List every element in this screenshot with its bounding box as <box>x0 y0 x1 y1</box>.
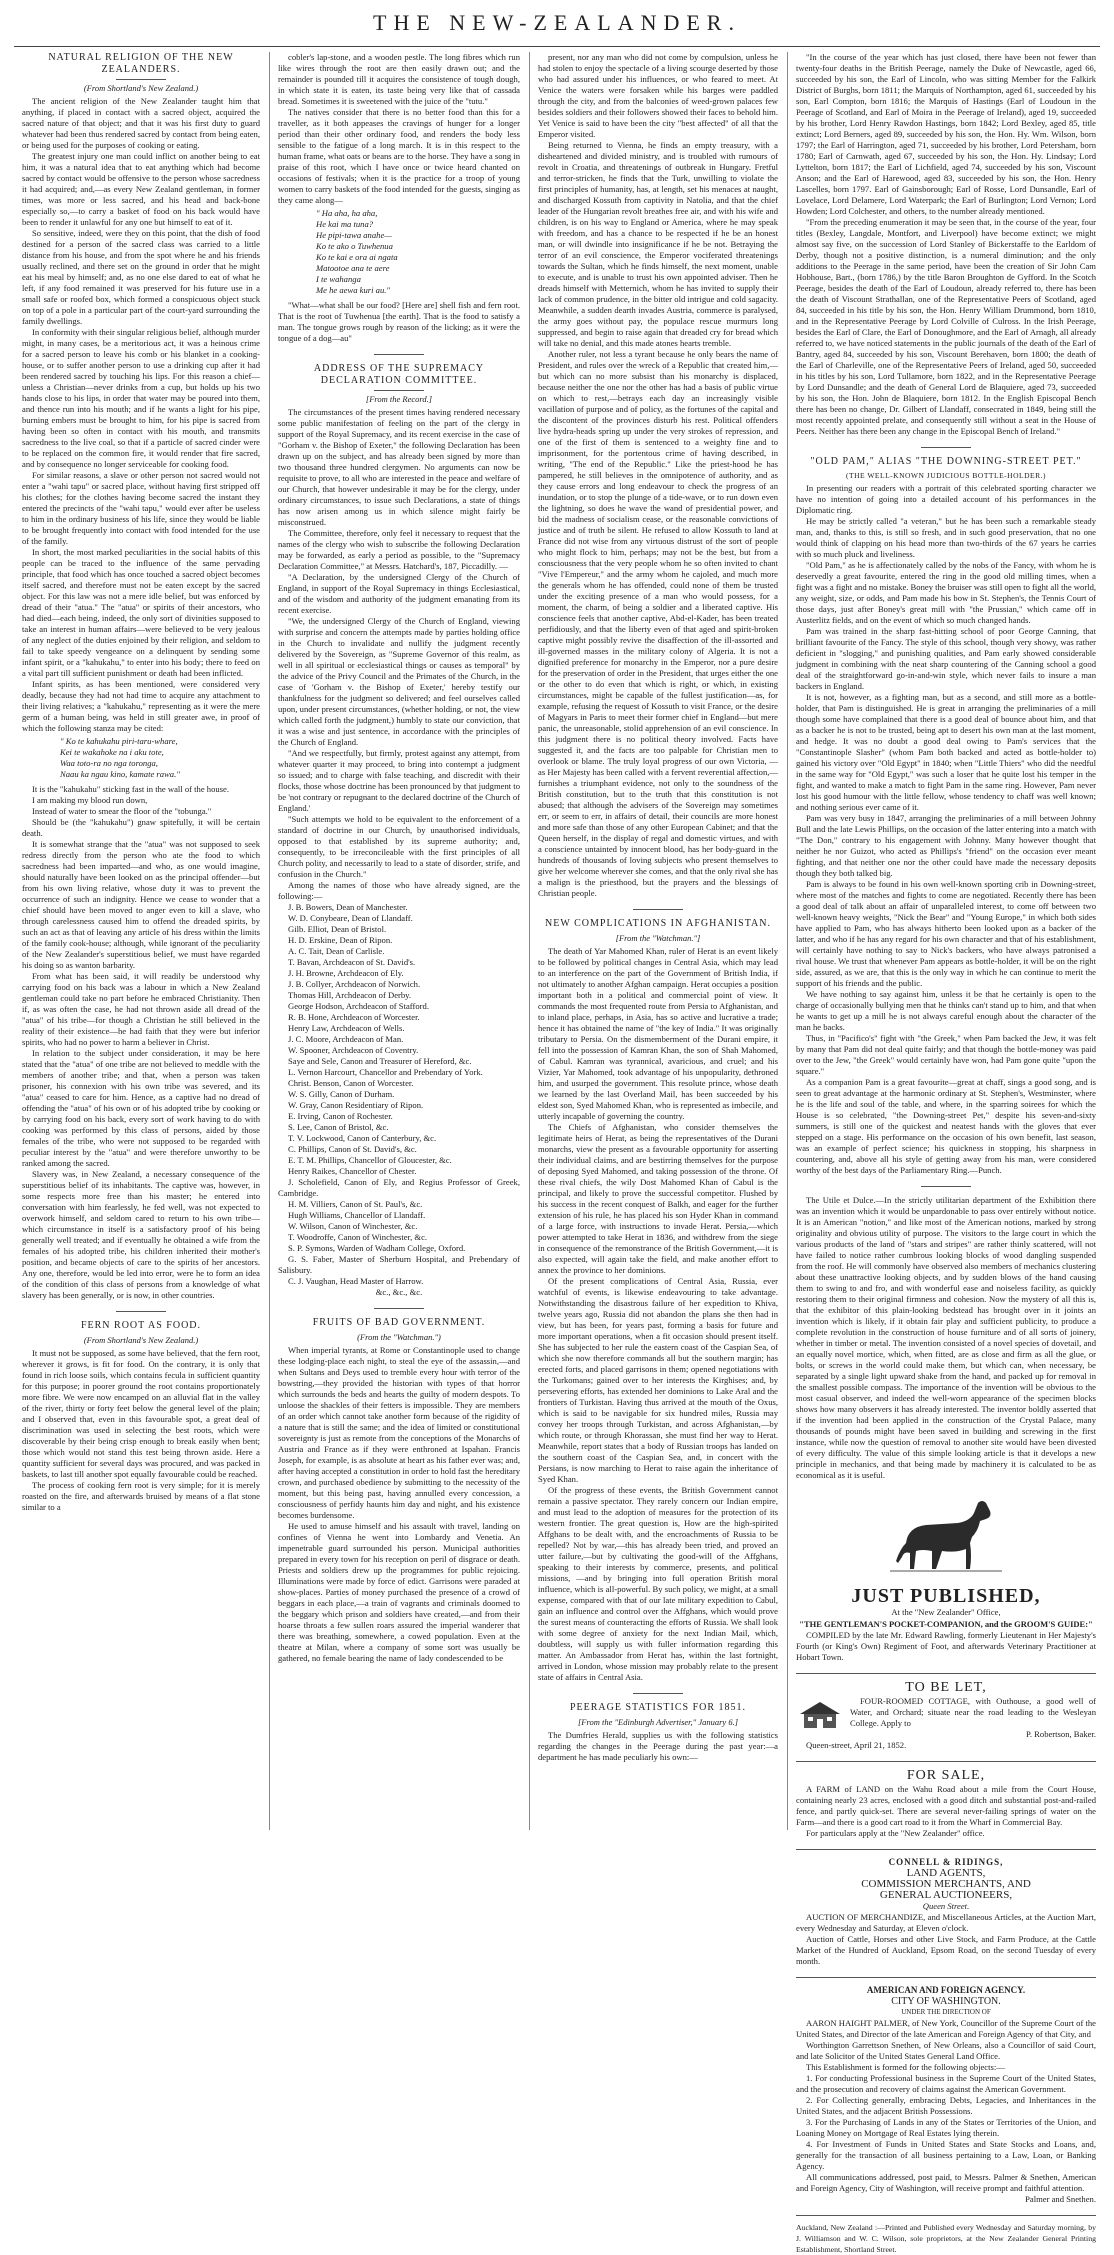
paragraph: Pam was trained in the sharp fast-hitting school of poor George Canning, that brilliant favourite of the Fancy. The style of this school, though very showy, was rather deficient in "slogging," and punishing qualities, and Pam early showed considerable judgment in combining with the neat sharp countering of the Canning school a good deal of the straightforward go-in-and-win style, which never fails to insure a man backers in England. <box>796 626 1096 691</box>
article-body <box>538 52 778 899</box>
divider <box>374 1308 424 1309</box>
cottage-icon <box>796 1700 844 1730</box>
book-title: "THE GENTLEMAN'S POCKET-COMPANION, and the GROOM'S GUIDE:" <box>799 1619 1093 1629</box>
article-body-continued <box>22 784 260 1301</box>
divider <box>374 390 424 391</box>
paragraph: Christ. Benson, Canon of Worcester. <box>288 1078 414 1088</box>
divider <box>796 1849 1096 1850</box>
paragraph: J. B. Collyer, Archdeacon of Norwich. <box>288 979 421 989</box>
verse-line: Waa toto-ra no nga toronga, <box>60 758 158 768</box>
ad-signer: Palmer and Snethen. <box>1025 2194 1096 2204</box>
article-headline: FERN ROOT AS FOOD. <box>80 1320 202 1331</box>
verse-line: Matootoe ana te aere <box>316 263 390 273</box>
paragraph: It is somewhat strange that the "atua" was not supposed to seek redress directly from the person who ate the food to which sacredness had been imparted—and who, as one would imagine, should naturally have been looked on as the principal offender—but from his own living relative, whose duty it was to prevent the occurrence of such an indignity. Hence we cease to wonder that a chief should have been moved to anger even to kill a slave, who through carelessness caused him to offend the dreaded spirits, by such an act as that of leaving any article of his dress within the limits of the family cook-house; although, while ignorant of the peculiarity of the New Zealander's superstitious belief, we must have regarded his doing so as wanton barbarity. <box>22 839 260 970</box>
masthead <box>0 0 1114 46</box>
paragraph: L. Vernon Harcourt, Chancellor and Prebendary of York. <box>288 1067 483 1077</box>
divider <box>116 1311 166 1312</box>
article-body <box>796 483 1096 1077</box>
ad-text: This Establishment is formed for the following objects:— <box>806 2062 1005 2072</box>
article-source: (From Shortland's New Zealand.) <box>83 83 199 93</box>
article-body <box>278 1345 520 1664</box>
article-headline: PEERAGE STATISTICS FOR 1851. <box>569 1702 747 1713</box>
verse-line: Kei te wakahoke na i aku tote, <box>60 747 164 757</box>
signatory-list <box>278 902 520 1287</box>
paragraph: Should be (the "kahukahu") gnaw spitefully, it will be certain death. <box>22 817 260 838</box>
paragraph: S. Lee, Canon of Bristol, &c. <box>288 1122 389 1132</box>
paragraph: J. Scholefield, Canon of Ely, and Regius Professor of Greek, Cambridge. <box>278 1177 520 1198</box>
paragraph: In conformity with their singular religious belief, although murder might, in many cases, be a meritorious act, it was a heinous crime for a sacred person to leave his comb or his blanket in a cooking-house, or to suffer another person to use a drinking cup after it had been rendered sacred by touching his lips. For this reason a chief—unless a Christian—never drinks from a cup, but holds up his two hands close to his lips, in order that water may be poured into them, and thence run into his mouth; and if he wants a light for his pipe, burning embers must be brought to him, for his pipe is sacred from having been so often in contact with his mouth, and transmits sacredness to the live coal, so that if a particle of sacred cinder were to be replaced on the common fire, it would render that fire sacred, and by consequence no longer serviceable for cooking food. <box>22 327 260 469</box>
divider <box>796 1977 1096 1978</box>
paragraph: T. Bavan, Archdeacon of St. David's. <box>288 957 416 967</box>
paragraph: The Committee, therefore, only feel it necessary to request that the names of the clergy who wish to subscribe the following Declaration may be forwarded, as early a period as possible, to the "Supremacy Declaration Committee," at Messrs. Hatchard's, 187, Piccadilly. — <box>278 528 520 571</box>
printer-imprint: Auckland, New Zealand :—Printed and Published every Wednesday and Saturday morning, by J. Williamson and W. C. Wilson, sole proprietors, at the New Zealander General Printing Establishment, Shortland Street. <box>796 2223 1096 2254</box>
ad-american-agency <box>796 1984 1096 2205</box>
verse-line: He pipi-tawa anahe— <box>316 230 392 240</box>
paragraph: J. B. Bowers, Dean of Manchester. <box>288 902 408 912</box>
article-subhead: (THE WELL-KNOWN JUDICIOUS BOTTLE-HOLDER.) <box>846 471 1046 480</box>
ad-title: TO BE LET, <box>905 1680 987 1695</box>
article-body <box>796 1195 1096 1481</box>
paragraph: "What—what shall be our food? [Here are] shell fish and fern root. That is the root of Tuwhenua [the earth]. That is the food to satisfy a man. The tongue grows rough by reason of the licking; as it were the tongue of a dog—au" <box>278 300 520 343</box>
article-source: [From the Record.] <box>365 394 433 404</box>
article-peerage-continued <box>796 52 1096 437</box>
paragraph: A. C. Tait, Dean of Carlisle. <box>288 946 385 956</box>
article-headline: ADDRESS OF THE SUPREMACY DECLARATION COMMITTEE. <box>313 363 485 386</box>
article-headline: "OLD PAM," ALIAS "THE DOWNING-STREET PET." <box>810 456 1082 467</box>
ad-signer: P. Robertson, Baker. <box>1026 1729 1096 1739</box>
paragraph: present, nor any man who did not come by compulsion, unless he had stolen to enjoy the spectacle of a living scourge deserted by those who had assured under his influences, or who feared to meet. At Venice the waters were forsaken while his barges were paddled through the city, and from the balconies of weed-grown palaces few besides soldiers and their followers showed their faces to behold him. Yet Venice is said to have been the city "best affected" of all that the Emperor visited. <box>538 52 778 139</box>
paragraph: J. C. Moore, Archdeacon of Man. <box>288 1034 404 1044</box>
paragraph: 3. For the Purchasing of Lands in any of the States or Territories of the Union, and Loaning Money on Mortgage of Real Estates lying therein. <box>796 2117 1096 2138</box>
newspaper-title: THE NEW-ZEALANDER. <box>373 10 741 35</box>
divider <box>633 909 683 910</box>
ad-just-published <box>796 1585 1096 1663</box>
paragraph: The death of Yar Mahomed Khan, ruler of Herat is an event likely to be followed by political changes in Central Asia, which may lead to an interference on the part of the Government of British India, if not ultimately to another Afghan campaign. Herat occupies a position important both in a political and commercial point of view. It commands the most frequented route from Persia to Afghanistan, and to inland place, perhaps, in Asia, has so active and lucrative a trade; hence it has obtained the name of "the key of India." It was originally tributary to Persia. On the dismemberment of the Durani empire, it fell into the possession of Kamran Khan, the son of Shah Mahomed, of Cabul. Kamran was tyrannical, avaricious, and cruel; and his Vizier, Yar Mahomed, took advantage of his unpopularity, dethroned him, and usurped the government. This resolute prince, whose death we learned by the last Overland Mail, has been succeeded by his eldest son, Syed Mahomed Khan, who is represented as imbecile, and utterly incapable of governing the country. <box>538 946 778 1121</box>
ad-connell-ridings <box>796 1856 1096 1967</box>
ad-text: COMPILED by the late Mr. Edward Rawling, formerly Lieutenant in Her Majesty's Fourth (or King's Own) Regiment of Foot, and afterwards Veterinary Practitioner at Hobart Town. <box>796 1630 1096 1662</box>
ad-text: All communications addressed, post paid, to Messrs. Palmer & Snethen, American and Foreign Agency, City of Washington, will receive prompt and faithful attention. <box>796 2172 1096 2193</box>
horse-illustration <box>886 1491 1006 1579</box>
column-divider <box>269 52 270 1830</box>
verse-line: Ko te kai e ora ai ngata <box>316 252 398 262</box>
paragraph: Hugh Williams, Chancellor of Llandaff. <box>288 1210 426 1220</box>
paragraph: The Chiefs of Afghanistan, who consider themselves the legitimate heirs of Herat, as being the representatives of the Durani monarchs, view the present as a favourable opportunity for asserting their individual claims, and are bestirring themselves for the purpose of deposing Syed Mahomed, and taking possession of the throne. Of these rival chiefs, the wily Dost Mahomed Khan of Cabul is the principal, and likely to prove the successful competitor. Flushed by his success in the recent conquest of Balkh, and eager for the further extension of his rule, he has placed his son Hyder Khan in command of a large force, with instructions to invade Herat. Persia,—which power attempted to take Herat in 1836, and withdrew from the siege in consequence of the remonstrance of the British Government,—it is also expected, will again take the field, and make another effort to annex the province to her dominions. <box>538 1122 778 1275</box>
article-body <box>278 52 520 206</box>
paragraph: The natives consider that there is no better food than this for a traveller, as it both appeases the cravings of hunger for a longer period than their other ordinary food, and renders the body less sensible to the fatigue of a long march. It is in this respect to the human frame, what oats or beans are to the horse. They have a song in praise of this root, which I have once or twice heard chanted on occasions of festivals; when it is the practice for a troop of young women to carry baskets of the food intended for the guests, singing as they came along— <box>278 107 520 205</box>
paragraph: Another ruler, not less a tyrant because he only bears the name of President, and rules over the wreck of a Republic that created him,—but which can no more subsist than his monarchy is displaced, because neither the one nor the other has had a basis of public virtue on which to rest,—betrays each day an increasingly visible vacillation of purpose and of policy, as the fortunes of the capital and the discontent of the provinces disturb his rest. Political offenders live hydra-heads spring up under the very strokes of repression, and one of the first of them is sentenced to a weighty fine and to imprisonment, for the portentous crime of having described, in writing, "The end of the Republic." Like the priest-hood he has pampered, he still believes in the omnipotence of authority, and as they cause errors and long endeavour to check the progress of an inundation, or to stop the plunge of a tide-wave, or to run down even the lightning, so does he wave the wand of presidential power, and bid the madness of socialism cease, or the reasonable convictions of justice and of truth be silent. He refused to allow Kossuth to land at France did not wise from any virtuous distrust of the sort of people who might flock to him, perhaps; may not be the best, but from a consciousness that the very people whom he so often invited to chant "Vive l'Empereur," and the army whom he cajoled, and much more the generals whom he has offended, could none of them be trusted under the exciting presence of a man who would possess, for a moment, the charm, of being a soldier and a liberated captive. His conscience feels that another captive, Abd-el-Kader, has been treated perfidiously, and that the liberty even of that aged and spirit-broken captive might possibly revive the disaffection of the ill-assorted and ill-governed masses in the military colony of Algeria. It is not a dignified preference for monarchy in the Emperor, nor a pure desire for the preservation of order in the President, that urges either the one or the other to do even that which is right, or which, in existing circumstances, might be capable of the fullest justification—as, for example, refusing the request of Kossuth to visit France, or the desire of Magyars in Paris to meet their former chief in England—but mere panic, the unreasonable, stolid apprehension of an evil conscience. In this judgment there is no political theory involved. Facts have suggested it, and the facts are too palpable for Christian men to overlook or blame. The truly loyal progress of our own Victoria, — as Her Majesty has been called with a fervent reverential affection,—furnishes a triumphant evidence, not only to the soundness of the British constitution, but to the truth that this constitution is not abused; that although the advisers of the Sovereign may sometimes err, or seem to err, in affairs of detail, their councils are more honest and more safe than those of any other European Cabinet; and that the Queen herself, in the display of regal and domestic virtues, and with a conscience untainted by innocent blood, has her body-guard in the hundreds of thousands of loving subjects who present themselves to give her welcome wherever she comes, and that the only rival she has a malign is the priesthood, but the prayers and the blessings of Christian people. <box>538 349 778 898</box>
ad-title: JUST PUBLISHED, <box>851 1585 1041 1607</box>
paragraph: W. Spooner, Archdeacon of Coventry. <box>288 1045 419 1055</box>
verse-line: " Ha aha, ha aha, <box>316 208 378 218</box>
paragraph: It is the "kahukahu" sticking fast in the wall of the house. <box>32 784 229 794</box>
article-body <box>278 407 520 902</box>
article-fern-root-continued <box>278 52 520 344</box>
paragraph: "In the course of the year which has just closed, there have been not fewer than twenty-four deaths in the British Peerage, namely the Duke of Newcastle, aged 66, succeeded by his son, the Earl of Lincoln, who was sitting Member for the Falkirk District of Burghs, born 1811; the Marquis of Northampton, aged 61, succeeded by his son, Earl Compton, born 1816; the Marquis of Hastings (Earl of Loudoun in the Peerage of Scotland, and Earl of Moira in the Peerage of Ireland), aged 19, succeeded by his brother, Lord Henry Rawdon Hastings, born 1842; Lord Bexley, aged 85, title extinct; Lord Berners, aged 89, succeeded by his son, the Hon. Hy. Wm. Wilson, born 1797; the Earl of Harrington, aged 71, succeeded by his brother, Lord Petersham, born 1780; Earl of Carnwath, aged 67, succeeded by his son, the Hon. Hy. Lindsay; Lord Lyttelton, born 1817; the Earl of Lichfield, aged 74, succeeded by his son, Viscount Anson; and the Earl of Harewood, aged 83, succeeded by his son, the Hon. Henry Lascelles, born 1797. Earl of Gainsborough; Earl of Rosse, Lord Dunsandle, Earl of Lovelace, Lord Delamere, Lord Waterpark; the Earl of Burlington; Lord Vernon; Lord Howden; Lord Colchester, and others, to the number already mentioned. <box>796 52 1096 216</box>
paragraph: The process of cooking fern root is very simple; for it is merely roasted on the fire, and afterwards bruised by means of a flat stone similar to a <box>22 1480 260 1512</box>
paragraph: "Such attempts we hold to be equivalent to the enforcement of a standard of doctrine in our Church, by unauthorised individuals, opposed to that established by its supreme authority; and, consequently, to be irreconcileable with the first principles of all Church polity, and necessarily to lead to a state of disorder, strife, and confusion in the Church." <box>278 814 520 879</box>
paragraph: Of the progress of these events, the British Government cannot remain a passive spectator. They rarely concern our Indian empire, and must lead to the adoption of measures for the protection of its western frontier. The great question is, How are the high-spirited Affghans to be dealt with, and the encroachments of Russia to be repelled? Not by war,—this has already been tried, and proved an utter failure,—but by cultivating the good-will of the Affghans, speaking to their interests by commerce, presents, and political missions, —and by bringing into full operation British moral influence, which is all-powerful. By such policy, we might, at a small expense, compared with that of our late military expedition to Cabul, gain an influence and control over the Affghans, which would prove the surest means of counteracting the efforts of Russia. We shall look with some degree of anxiety for the next Indian Mail, which, doubtless, will supply us with fuller information regarding this matter. An Ambassador from Herat has, within the last fortnight, arrived in London, whose mission may probably relate to the present state of affairs in Central Asia. <box>538 1485 778 1682</box>
column-divider <box>529 52 530 1830</box>
paragraph: E. T. M. Phillips, Chancellor of Gloucester, &c. <box>288 1155 452 1165</box>
paragraph: Being returned to Vienna, he finds an empty treasury, with a disheartened and divided ministry, and is troubled with rumours of revolt in Croatia, and threatenings of outbreak in Hungary. Fretful and terror-stricken, he finds that the Turk, unwilling to violate the first principles of humanity, has, at length, set his menaces at naught, and discharged Kossuth from captivity in Natolia, and that the chief leader of the Hungarian revolt breathes free air, and with his wife and children, is on his way to England or America, where he may speak with freedom, and has a chance to be respected if he be an honest man, or will dwindle into insignificance if he be not. Betraying the terror of an evil conscience, the Emperor vociferated threatenings towards the Sultan, which he finds himself, the next moment, unable to execute, and is unable to trust his own appointed adviser. Then he dreads himself with Metternich, whom he has invited to supply their lack of common prudence, in the bitter old intrigue and cold sagacity. Meanwhile, a sudden dearth invades Austria, commerce is paralysed, the army goes without pay, the populace rescue murmurs long suppressed, and begin to raise again that dreaded cry for bread which will take no denial, and this made atones hearts tremble. <box>538 140 778 348</box>
paragraph: W. S. Gilly, Canon of Durham. <box>288 1089 395 1099</box>
article-body-continued <box>796 1077 1096 1176</box>
paragraph: Thomas Hill, Archdeacon of Derby. <box>288 990 412 1000</box>
article-headline: FRUITS OF BAD GOVERNMENT. <box>312 1317 486 1328</box>
paragraph: Henry Raikes, Chancellor of Chester. <box>288 1166 417 1176</box>
paragraph: "A Declaration, by the undersigned Clergy of the Church of England, in support of the Royal Supremacy in things Ecclesiastical, and of the wisdom and authority of the judgment emanating from its recent exercise. <box>278 572 520 615</box>
paragraph: The Dumfries Herald, supplies us with the following statistics regarding the changes in the Peerage during the past year:—a department he has made peculiarly his own:— <box>538 1730 778 1762</box>
paragraph: Among the names of those who have already signed, are the following:— <box>278 880 520 901</box>
paragraph: Slavery was, in New Zealand, a necessary consequence of the superstitious belief of its inhabitants. The captive was, however, in some respects more free than his master; he entered into conversation with him fearlessly, he fed well, was not expected to overwork himself, and seldom cared to return to his own tribe—which circumstance in itself is a satisfactory proof of his being generally well treated; and if eventually he obtained a wife from the females of his adopted tribe, his children inherited their mother's position, and became objects of care to the spirits of her ancestors. Any one, therefore, would be led into error, were he to form an idea of the condition of this class of persons from a knowledge of what slavery has been generally, or is now, in other countries. <box>22 1169 260 1300</box>
paragraph: In short, the most marked peculiarities in the social habits of this people can be traced to the influence of the same pervading principle, that food which has once touched a sacred object becomes itself sacred, and therefore must not be eaten except by the sacred object. For this law was not a mere idle belief, but was enforced by dread of their "atua." The "atua" or spirits of their ancestors, who had died—each being, indeed, the only sort of divinities supposed to take an interest in human affairs—were believed to be very jealous of any neglect of the duties enjoined by their religion, and seldom to fail to take speedy vengeance on a delinquent by sending some infant spirit, or a "kahukahu," to enter into his body; there to feed on a vital part till sufficient punishment or death had been inflicted. <box>22 547 260 678</box>
article-source: [From the "Watchman."] <box>615 933 701 943</box>
paragraph: Thus, in "Pacifico's" fight with "the Greek," when Pam backed the Jew, it was felt by many that Pam did not deal quite fairly; and that though the bottle-money was paid over to the Jew, "the Greek" would certainly have won, had Pam gone quite "upon the square." <box>796 1033 1096 1076</box>
ad-title: FOR SALE, <box>906 1768 986 1783</box>
article-body <box>796 52 1096 437</box>
article-headline: NATURAL RELIGION OF THE NEW ZEALANDERS. <box>48 52 234 75</box>
paragraph: When imperial tyrants, at Rome or Constantinople used to change these lodging-place each night, to steal the eye of the assassin,—and when Sultans and Deys used to tremble every hour with terror of the bowstring,—they provided the historian with types of that horror which surrounds the beds and hearts the guilty of modern despots. To unloose the shackles of their fetters is impossible. They are members of an order which cannot take another form because of the rigidity of a nature that is still the same; and the idea of limited or constitutional sovereignty is just as remote from the conceptions of the Monarchs of Austria and France as if they were enthroned at Ispahan. Francis Joseph, for example, is as absolute at heart as his father ever was; and, after having accepted a constitution in order to hold fast the hereditary crown, and purchased obedience by submitting to the necessity of the moment, but this being past, having annulled every concession, a consciousness of perfidy haunts him day and night, and his existence becomes burdensome. <box>278 1345 520 1520</box>
article-body <box>538 946 778 1683</box>
article-peerage <box>538 1702 778 1763</box>
paragraph: We have nothing to say against him, unless it be that he certainly is open to the charge of occasionally bullying men that he thinks can't stand up to him, and that when he wants to get up a mill he is not always careful enough about the character of the man he backs. <box>796 989 1096 1032</box>
paragraph: The ancient religion of the New Zealander taught him that anything, if placed in contact with a sacred object, acquired the sacred nature of that object; and that it was his first duty to guard whatever had been thus rendered sacred by contact from being eaten, or being used for the purposes of cooking or eating. <box>22 96 260 150</box>
paragraph: I am making my blood run down, <box>32 795 148 805</box>
column-divider <box>787 52 788 1830</box>
paragraph: 4. For Investment of Funds in United States and State Stocks and Loans, and, generally for the transaction of all business pertaining to a Law, Loan, or Banking Agency. <box>796 2139 1096 2171</box>
article-fruits-continued <box>538 52 778 899</box>
paragraph: Henry Law, Archdeacon of Wells. <box>288 1023 405 1033</box>
ad-line: COMMISSION MERCHANTS, AND <box>861 1878 1031 1890</box>
paragraph: As a companion Pam is a great favourite—great at chaff, sings a good song, and is seen to great advantage at the harmonic ordinary at St. Stephen's, Westminster, where he is the life and soul of the table, and where, in the sparring soirees for which the House is so celebrated, "the Downing-street Pet," despite his seven-and-sixty summers, is still one of the quickest and neatest hands with the gloves that ever stepped on a stage. His performance on the occasion of his own benefit, last season, was an example of perfect science; his quickness in stopping, his sharpness in countering, and, above all his style of getting away from his man, were considered worthy of the best days of the Parliamentary Ring.—Punch. <box>796 1077 1096 1175</box>
article-body <box>22 1348 260 1513</box>
article-afghanistan <box>538 918 778 1683</box>
ad-under: UNDER THE DIRECTION OF <box>901 2008 991 2016</box>
verse <box>22 736 260 780</box>
verse-line: Naau ka ngau kino, kamate rawa." <box>60 769 180 779</box>
ad-text: FOUR-ROOMED COTTAGE, with Outhouse, a good well of Water, and Orchard; situate near the road leading to the Wesleyan College. Apply to <box>850 1696 1096 1728</box>
paragraph: In presenting our readers with a portrait of this celebrated sporting character we have no intention of going into a detailed account of his performances in the Diplomatic ring. <box>796 483 1096 515</box>
paragraph: In relation to the subject under consideration, it may be here stated that the "atua" of one tribe are not believed to meddle with the members of another tribe; and that, when a person was taken prisoner, his connexion with his own tribe was severed, and its "atua" ceased to care for him. Hence, as a captive had no dread of offending the "atua" of his own or of his adopted tribe by cooking or by carrying food on his back, every sort of work having to do with cooking was performed by this class of persons, aided by those females of the tribe, who were not supposed to be regarded with peculiar interest by the "atua" and were therefore unworthy to be ranked among the sacred. <box>22 1048 260 1168</box>
paragraph: Gilb. Elliot, Dean of Bristol. <box>288 924 387 934</box>
paragraph: "Old Pam," as he is affectionately called by the nobs of the Fancy, with whom he is deservedly a great favourite, entered the ring in the good old milling times, when a fight was a fight and no mistake. Boney the bruiser was still open to fight all the world, any weight, size, or odds, and Pam made his bow in St. Stephen's, the Tennis Court of those days, just after Boney's great mill with "the Prussian," which came off in Austerlitz fields, and on the event of which so much changed hands. <box>796 560 1097 625</box>
ad-line: GENERAL AUCTIONEERS, <box>879 1889 1013 1901</box>
ad-for-sale <box>796 1768 1096 1839</box>
article-fern-root <box>22 1320 260 1513</box>
ad-location: At the "New Zealander" Office, <box>891 1607 1001 1617</box>
paragraph: Saye and Sele, Canon and Treasurer of Hereford, &c. <box>288 1056 472 1066</box>
verse-line: I te wahanga <box>316 274 361 284</box>
article-headline: NEW COMPLICATIONS IN AFGHANISTAN. <box>545 918 771 929</box>
paragraph: It is not, however, as a fighting man, but as a second, and still more as a bottle-holder, that Pam is distinguished. He is great in arranging the preliminaries of a mill though some have complained that there is a good deal of bounce about him, and that as a backer he is not to be trusted, being apt to desert his own man at the last moment, and hedge. It was no doubt a good deal owing to Pam's services that the "Constantinople Slasher" (whom Pam both backed and acted as bottle-holder to) gained his victory over "Old Egypt" in 1840; when "Little Thiers" who did the needful in the same way for "Old Egypt," was such a loser that he quite lost his temper in the fight, and wanted to make a match to fight Pam in the same ring. However, Pam never lost his good humour with the little fellow, whose tendency to chaff was well known; and nothing serious ever came of it. <box>796 692 1096 812</box>
paragraph: Of the present complications of Central Asia, Russia, ever watchful of events, is likewise endeavouring to take advantage. Notwithstanding the disastrous failure of her expedition to Khiva, twelve years ago, Russia did not abandon the plans she then had in view, but has been, for years past, forming a basis for future and more important operations, when a fit occasion should present itself. She has subjected to her rule the eastern coast of the Caspian Sea, of which she now therefore commands all but the southern margin; has erected forts, and placed garrisons in them; opened negotiations with the Turkomans; gained over to her interests the Kirghises; and, by persevering efforts, has extended her dominions to Lake Aral and the frontiers of Turkistan. Having thus arrived at the mouth of the Oxus, which is said to be navigable for six hundred miles, Russia may convey her troops through Turkistan, and across Afghanistan,—by which route, or through Khorassan, she must find her way to Herat. Meanwhile, report states that a body of Russian troops has landed on the southern coast of the Caspian Sea, and, in concert with the Persians, is now marching to Herat to raise again the inheritance of Syed Khan. <box>538 1276 778 1484</box>
article-body <box>538 1730 778 1763</box>
article-fruits <box>278 1317 520 1664</box>
article-natural-religion <box>22 52 260 1301</box>
ad-title: CONNELL & RIDINGS, <box>888 1857 1004 1867</box>
ad-to-let <box>796 1680 1096 1751</box>
paragraph: The greatest injury one man could inflict on another being to eat him, it was a natural idea that to eat anything which had become sacred by contact would be offensive to the person whose sacredness it had acquired; and,—as every New Zealand gentleman, in former times, was more or less sacred, and his head and back-bone especially so,—to carry a basket of food on his back would have been to render it unlawful for any one but himself to eat of it. <box>22 151 260 227</box>
paragraph: H. M. Villiers, Canon of St. Paul's, &c. <box>288 1199 423 1209</box>
paragraph: The circumstances of the present times having rendered necessary some public manifestation of feeling on the part of the clergy in support of the Royal Supremacy, and its recent exercise in the case of "Gorham v. the Bishop of Exeter," the following Declaration has been drawn up on the subject, and has already been signed by more than two thousand three hundred clergymen. No arguments can now be requisite to prove, to all who are interested in the peace and welfare of our Church, that however undesirable it may be for the clergy, under ordinary circumstances, to issue such Declarations, a state of things has now arisen among us in which silence might fairly be misconstrued. <box>278 407 520 527</box>
article-old-pam <box>796 456 1096 1176</box>
article-utile-dulce <box>796 1195 1096 1481</box>
paragraph: R. B. Hone, Archdeacon of Worcester. <box>288 1012 420 1022</box>
masthead-rule <box>14 46 1100 47</box>
divider <box>374 354 424 355</box>
paragraph: E. Irving, Canon of Rochester. <box>288 1111 393 1121</box>
paragraph: 2. For Collecting generally, embracing Debts, Legacies, and Inheritances in the United States, and the adjacent British Possessions. <box>796 2095 1096 2116</box>
paragraph: 1. For conducting Professional business in the Supreme Court of the United States, and the prosecution and recovery of claims against the American Government. <box>796 2073 1096 2094</box>
paragraph: So sensitive, indeed, were they on this point, that the dish of food destined for a person of the sacred class was carried to a little distance from his house, and from the spot where he and his friends usually reclined, and there set on the ground in order that he might eat his meal by himself; and, as no one else dared to eat of what he left, if any food remained it was preserved for his future use in a small safe or roofed box, which formed a conspicuous object stuck on top of a pole in a particular part of the court-yard surrounding the family dwellings. <box>22 228 260 326</box>
paragraph: He may be strictly called "a veteran," but he has been such a remarkable steady man, and, thanks to this, is still so fresh, and in such good preservation, that no one would think of clapping on his head more than two-thirds of the 67 years he carries with so much pluck and liveliness. <box>796 516 1096 559</box>
etc-line: &c., &c., &c. <box>375 1287 423 1297</box>
paragraph: George Hodson, Archdeacon of Stafford. <box>288 1001 429 1011</box>
paragraph: S. P. Symons, Warden of Wadham College, Oxford. <box>288 1243 466 1253</box>
divider <box>116 79 166 80</box>
article-source: (From Shortland's New Zealand.) <box>83 1335 199 1345</box>
paragraph: G. S. Faber, Master of Sherburn Hospital, and Prebendary of Salisbury. <box>278 1254 520 1275</box>
paragraph: It must not be supposed, as some have believed, that the fern root, wherever it grows, is fit for food. On the contrary, it is only that found in rich loose soils, which contains fecula in sufficient quantity for this purpose; in poorer ground the root contains proportionately more fibre. We were now encamped on an alluvial flat in the valley of the river, thirty or forty feet below the general level of the plain; and I observed that, even in this favourable spot, a great deal of discrimination was used in selecting the best roots, which were discoverable by their being crisp enough to break easily when bent; those which would not stand this test being thrown aside. Here a quantity sufficient for several days was procured, and was packed in baskets, to last till another spot equally favourable could be reached. <box>22 1348 260 1479</box>
ad-date: Queen-street, April 21, 1852. <box>806 1740 907 1750</box>
paragraph: "And we respectfully, but firmly, protest against any attempt, from whatever quarter it may proceed, to bring into contempt a judgment so issued; and to charge with false teaching, and discredit with their flocks, those whose doctrine has been pronounced by that judgment to be 'not contrary or repugnant to the declared doctrine of the Church of England.' <box>278 748 520 813</box>
paragraph: For similar reasons, a slave or other person not sacred would not enter a "wahi tapu" or sacred place, without having first stripped off his clothes; for the clothes having become sacred the instant they entered the precincts of the "wahi tapu," would ever after be useless to him in the ordinary business of his life, since they would be liable to be brought frequently into contact with food intended for the use of the family. <box>22 470 260 546</box>
divider <box>633 1693 683 1694</box>
paragraph: He used to amuse himself and his assault with travel, landing on confines of Vienna he went into Lombardy and Venetia. An impenetrable guard surrounded his person. Municipal authorities prepared in every town for his reception on peril of disgrace or death. Priests and soldiers drew up the programmes for public rejoicing. Illuminations were made by force of edict. Garrisons were paraded at show-places. Parties of money purchased the presence of a crowd of beggars in each place,—a train of vagrants and criminals doomed to the beggary which prison and soldiers have created,—and from their hoarse throats a few sullen roars assured the imperial wanderer that there was breathing, somewhere, a cowed population. Even at the theatre at Milan, where a company of some sort was usually be gathered, no female bearing the name of lady condescended to be <box>278 1521 520 1663</box>
paragraph: From what has been said, it will readily be understood why carrying food on his back was a labour in which a New Zealand gentleman could take no part before he embraced Christianity. Then if, as was often the case, he had not thrown aside all dread of the "atua" of his tribe—for though a Christian he still believed in the reality of their existence—he had faith that they were but inferior spirits, who had no power to harm a believer in Christ. <box>22 971 260 1047</box>
paragraph: T. V. Lockwood, Canon of Canterbury, &c. <box>288 1133 437 1143</box>
paragraph: "We, the undersigned Clergy of the Church of England, viewing with surprise and concern the attempts made by parties holding office in the Church to invalidate and nullify the judgment recently delivered by the Sovereign, as "Supreme Governor of this realm, as well in all spiritual or ecclesiastical things or causes as temporal" by the advice of the Privy Council and the Primates of the Church, in the case of 'Gorham v. the Bishop of Exeter,' hereby testify our thankfulness for the judgment so delivered; and feel ourselves called upon, under present circumstances, (whether holding, or not, the view which called forth the judgment,) humbly to state our conviction, that it was a wise and just sentence, in accordance with the principles of the Church of England. <box>278 616 520 747</box>
paragraph: C. Phillips, Canon of St. David's, &c. <box>288 1144 417 1154</box>
paragraph: W. Wilson, Canon of Winchester, &c. <box>288 1221 418 1231</box>
ad-text: Worthington Garrettson Snethen, of New Orleans, also a Councillor of said Court, and late Solicitor of the United States General Land Office. <box>796 2040 1096 2061</box>
paragraph: "From the preceding enumeration it may be seen that, in the course of the year, four titles (Bexley, Langdale, Montfort, and Liverpool) have become extinct; we might almost say five, on the succession of Lord Stanley of Bickerstaffe to the Earldom of Derby, though not a positive distinction, is a numeral diminution; and the only additions to the Peerage in the same period, have been the creation of Sir John Cam Hobhouse, Bart., (born 1786,) by the title Baron Broughton de Gyfford. In the Scotch Peerage, besides the death of the Earl of Loudoun, already referred to, there has been the death of Viscount Strathallan, one of the Representative Peers of Scotland, aged 84, succeeded in his title by his son, the Hon. Henry William Drummond, born 1810, and in the Representative Peerage by Lord Colville of Culross. In the Irish Peerage, besides the Earl of Clare, the Earl of Donoughmore, and the Earl of Arnagh, all already referred to, we have noticed statements in the public journals of the death of the Earl of Bantry, aged 84, succeeded by his son, Viscount Berehaven, born 1800; the death of the Earl of Charleville, one of the Representative Peers of Ireland, aged 50, succeeded in his titles by his son, Lord Tullamore, born 1822, and in the Representative Peerage by Lord Dunsandle; and the death of General Lord de Blaquiere, aged 73, succeeded by his son, the Hon. John de Blaquiere, born 1812. In the English Episcopal Bench there has been no change, Dr. Gilbert of Llandaff, consecrated in 1849, being still the most recently appointed prelate, and consequently still without a seat in the House of Peers. Neither has there been any change in the Episcopal Bench of Ireland." <box>796 217 1096 436</box>
divider <box>796 1673 1096 1674</box>
verse-line: Ko te ako o Tuwhenua <box>316 241 393 251</box>
paragraph: W. D. Conybeare, Dean of Llandaff. <box>288 913 413 923</box>
verse <box>278 208 520 296</box>
paragraph: Instead of water to smear the floor of the "tobunga." <box>32 806 212 816</box>
ad-text: For particulars apply at the "New Zealander" office. <box>806 1828 985 1838</box>
ad-street: Queen Street. <box>922 1901 970 1911</box>
paragraph: The Utile et Dulce.—In the strictly utilitarian department of the Exhibition there was an invention which it would be unpardonable to pass over entirely without notice. It is an American "notion," and like most of the American notions, marked by strong originality and obvious utility of purpose. The visitors to the large court in which the various products of the land of "stars and stripes" are rather thinly scattered, will not have failed to notice rather cumbrous looking blocks of wood dangling suspended from the roof. He will commonly have observed also members of mechanics clustering about these unattractive looking objects, and by sudden blows of the hand causing them to swing to and fro, and with wonderful ease and noiseless facility, as quickly restoring them to their original firmness and cohesion. Now the mystery of all this is, that the exhibitor of this plain-looking bedstead has brought over in it joints an invention which is likely, if it obtain fair play and sufficient publicity, to produce a complete revolution in the construction of house furniture and of all sorts of joinery, whether in timber or metal. The invention consisted of a novel species of dovetail, and an equally novel mortice, which, when fitted, are as close and firm as all the glue, or bolts, or screws in the world could make them, but which can, when necessary, be separated by a single light upward shake from the hand, and packed up for removal in the smallest possible compass. The importance of the invention will be obvious to the most casual observer, and indeed the well-worn appearance of the specimen blocks shows how many observers it has already interested. The inventor boldly asserted that if the invention had been applied in the construction of the Crystal Palace, many thousands of pounds might have been saved in building and screwing in the first instance, while now the question of removal to another site would have been divested of every difficulty. The value of this simple looking article is that it develops a new principle in mechanics, and that being made by machinery it is calculated to be as economical as it is useful. <box>796 1195 1096 1480</box>
paragraph: C. J. Vaughan, Head Master of Harrow. <box>288 1276 424 1286</box>
article-source: [From the "Edinburgh Advertiser," January 6.] <box>577 1717 739 1727</box>
paragraph: Pam is always to be found in his own well-known sporting crib in Downing-street, where most of the matches and fights to come are negotiated. Recently there has been a good deal of talk about an affair of unparalleled interest, to come off between two well-known heavy weights, "Nick the Bear" and "Young Europe," in which both sides have applied to Pam, who has always hitherto been looked upon as a backer of the latter, and who if he has any regard for his own character and that of his establishment, will certainly have nothing to say to Nick's backers, who have always patronised a rival house. We trust that whenever Pam appears as bottle-holder, it will be on the right side, assured, as we are, that this is the only way in which he can continue to merit the support of his friends and the public. <box>796 879 1096 988</box>
column-1 <box>22 52 260 1830</box>
paragraph: Pam was very busy in 1847, arranging the preliminaries of a mill between Johnny Bull and the late Lewis Phillips, on the occasion of the latter entering into a match with "The Don," contrary to his engagement with Johnny. Many however thought that neither he nor Guizot, who acted as Phillips's "friend" on the occasion ever meant fighting, and that neither one nor the other could have made the necessary deposits though they both talked big. <box>796 813 1096 878</box>
ad-city: CITY OF WASHINGTON. <box>891 1996 1001 2007</box>
divider <box>921 1186 971 1187</box>
column-3 <box>538 52 778 1830</box>
article-body <box>22 96 260 734</box>
paragraph: H. D. Erskine, Dean of Ripon. <box>288 935 393 945</box>
paragraph: W. Gray, Canon Residentiary of Ripon. <box>288 1100 424 1110</box>
paragraph: Infant spirits, as has been mentioned, were considered very deadly, because they had not had time to acquire any attachment to their living relatives; a "kahukahu," representing as it were the mere germ of a human being, was held in still greater awe, in proof of which the following stanza may be cited: <box>22 679 260 733</box>
ad-text: AARON HAIGHT PALMER, of New York, Councillor of the Supreme Court of the United States, and Director of the late American and Foreign Agency of that City, and <box>796 2018 1096 2039</box>
ad-text: AUCTION OF MERCHANDIZE, and Miscellaneous Articles, at the Auction Mart, every Wednesday and Saturday, at Eleven o'clock. <box>796 1912 1096 1933</box>
ad-text: Auction of Cattle, Horses and other Live Stock, and Farm Produce, at the Cattle Market of the Hundred of Auckland, Epsom Road, on the second Tuesday of every month. <box>796 1934 1096 1966</box>
divider <box>796 2215 1096 2216</box>
ad-text: A FARM of LAND on the Wahu Road about a mile from the Court House, containing nearly 23 acres, enclosed with a good ditch and substantial post-and-railed fence, and partly quick-set. There are several never-failing springs of water on the Farm—and there is a good cart road to it from the Wharf in Commercial Bay. <box>796 1784 1096 1827</box>
article-source: (From the "Watchman.") <box>357 1332 441 1342</box>
column-4 <box>796 52 1097 2254</box>
paragraph: T. Woodroffe, Canon of Winchester, &c. <box>288 1232 428 1242</box>
paragraph: J. H. Browne, Archdeacon of Ely. <box>288 968 404 978</box>
article-body-continued <box>278 300 520 344</box>
divider <box>921 447 971 448</box>
ad-line: LAND AGENTS, <box>906 1867 986 1879</box>
ad-objects-list <box>796 2073 1096 2172</box>
column-2 <box>278 52 520 1830</box>
divider <box>796 1761 1096 1762</box>
verse-line: " Ko te kahukahu piri-taru-whare, <box>60 736 178 746</box>
verse-line: He kai ma tuna? <box>316 219 374 229</box>
ad-title: AMERICAN AND FOREIGN AGENCY. <box>866 1985 1026 1995</box>
article-supremacy <box>278 363 520 1298</box>
verse-line: Me he aewa kuri au." <box>316 285 391 295</box>
paragraph: cobler's lap-stone, and a wooden pestle. The long fibres which run like wires through the root are then easily drawn out; and the remainder is pounded till it acquires the consistence of tough dough, in which state it is eaten, its taste being very like that of cassada bread. Sometimes it is sweetened with the juice of the "tutu." <box>278 52 520 106</box>
